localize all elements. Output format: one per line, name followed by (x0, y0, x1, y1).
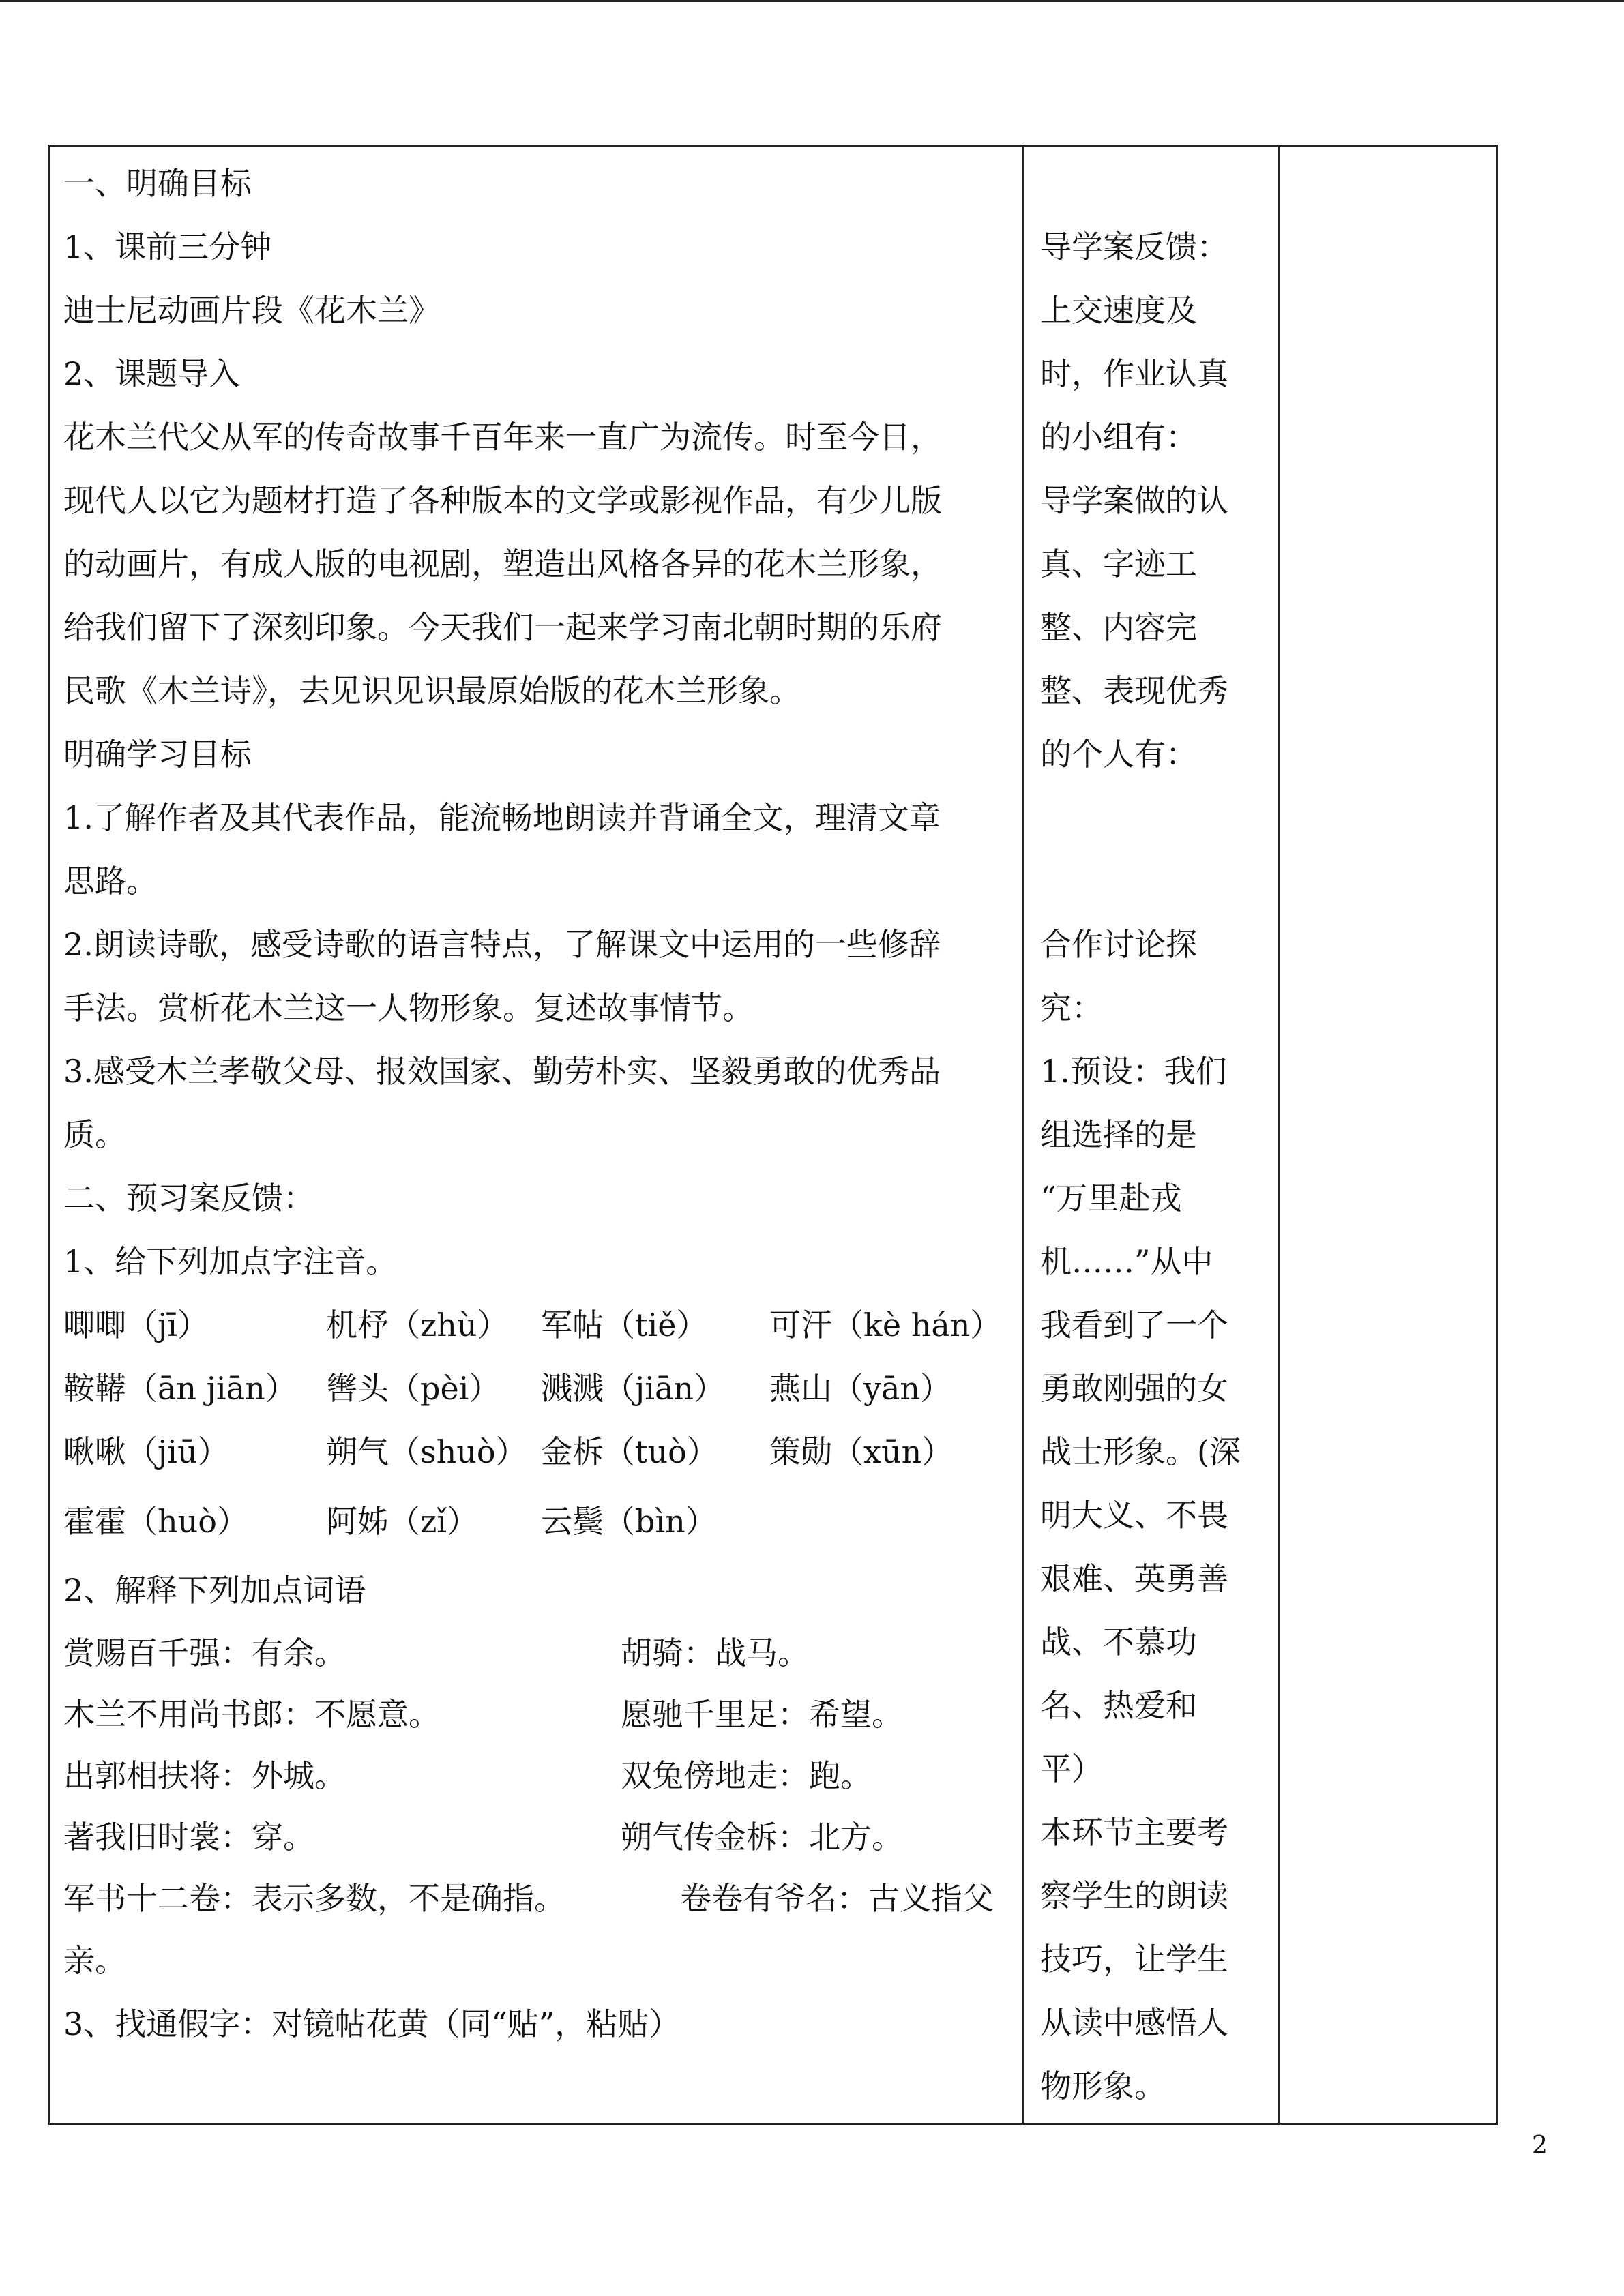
pinyin-item: 唧唧（jī） (63, 1307, 209, 1343)
discuss-line: 技巧，让学生 (1040, 1941, 1228, 1978)
side-column (1040, 152, 1272, 2118)
page-number: 2 (1532, 2132, 1548, 2160)
goal-1-line: 思路。 (63, 863, 158, 899)
explain-tail: 亲。 (63, 1942, 126, 1979)
explain-row (63, 1806, 1046, 1868)
discuss-line: 物形象。 (1040, 2068, 1166, 2104)
explain-item: 著我旧时裳：穿。 (63, 1819, 314, 1855)
feedback-line: 时，作业认真 (1040, 355, 1228, 392)
explain-item: 卷卷有爷名：古义指父 (680, 1880, 994, 1917)
discuss-line: 1.预设：我们 (1040, 1053, 1227, 1090)
explain-item: 赏赐百千强：有余。 (63, 1635, 346, 1671)
explain-item: 朔气传金柝：北方。 (621, 1819, 903, 1855)
goal-2-line: 2.朗读诗歌，感受诗歌的语言特点，了解课文中运用的一些修辞 (63, 926, 941, 963)
pinyin-item: 霍霍（huò） (63, 1503, 248, 1540)
explain-item: 木兰不用尚书郎：不愿意。 (63, 1696, 440, 1733)
explain-item: 军书十二卷：表示多数，不是确指。 (63, 1880, 565, 1917)
explain-item: 胡骑：战马。 (621, 1635, 809, 1671)
pinyin-row (63, 1294, 1046, 1357)
discuss-line: 机……”从中 (1040, 1243, 1213, 1280)
pinyin-item: 策勋（xūn） (769, 1433, 954, 1470)
pinyin-item: 机杼（zhù） (326, 1307, 509, 1343)
feedback-line: 整、表现优秀 (1040, 672, 1228, 709)
pinyin-item: 金柝（tuò） (541, 1433, 718, 1470)
pinyin-item: 鞍鞯（ān jiān） (63, 1370, 297, 1407)
feedback-line: 导学案反馈： (1040, 228, 1228, 265)
discuss-line: 战、不慕功 (1040, 1624, 1197, 1660)
pinyin-item: 辔头（pèi） (326, 1370, 501, 1407)
discuss-line: 明大义、不畏 (1040, 1497, 1228, 1534)
pinyin-row (63, 1420, 1046, 1484)
pinyin-item: 阿姊（zǐ） (326, 1503, 478, 1540)
column-divider-2 (1278, 147, 1280, 2123)
discuss-line: 勇敢刚强的女 (1040, 1370, 1228, 1407)
tongjia-item: 3、找通假字：对镜帖花黄（同“贴”，粘贴） (63, 2006, 681, 2042)
feedback-line: 整、内容完 (1040, 609, 1197, 646)
feedback-line: 的小组有： (1040, 419, 1197, 456)
pinyin-item: 溅溅（jiān） (541, 1370, 726, 1407)
intro-line: 的动画片，有成人版的电视剧，塑造出风格各异的花木兰形象， (63, 546, 942, 582)
pinyin-row (63, 1484, 1046, 1559)
goals-heading: 明确学习目标 (63, 736, 252, 773)
discuss-line: 组选择的是 (1040, 1116, 1197, 1153)
feedback-line: 的个人有： (1040, 736, 1197, 773)
explain-row (63, 1745, 1046, 1806)
section-heading-goal: 一、明确目标 (63, 165, 252, 202)
feedback-line: 导学案做的认 (1040, 482, 1228, 519)
intro-line: 花木兰代父从军的传奇故事千百年来一直广为流传。时至今日， (63, 419, 942, 456)
feedback-line: 上交速度及 (1040, 292, 1197, 329)
discuss-line: 战士形象。(深 (1040, 1433, 1241, 1470)
discuss-line: 我看到了一个 (1040, 1307, 1228, 1343)
discuss-line: 艰难、英勇善 (1040, 1560, 1228, 1597)
explain-item: 双兔傍地走：跑。 (621, 1757, 872, 1794)
goal-3-line: 质。 (63, 1116, 126, 1153)
explain-row (63, 1622, 1046, 1684)
pinyin-item: 可汗（kè hán） (769, 1307, 1002, 1343)
intro-line: 给我们留下了深刻印象。今天我们一起来学习南北朝时期的乐府 (63, 609, 942, 646)
pinyin-item: 云鬓（bìn） (541, 1503, 717, 1540)
top-border-line (0, 0, 1624, 2)
discuss-line: 合作讨论探 (1040, 926, 1197, 963)
discuss-line: 名、热爱和 (1040, 1687, 1197, 1724)
discuss-line: 平） (1040, 1750, 1103, 1787)
discuss-line: 究： (1040, 989, 1103, 1026)
item-intro: 2、课题导入 (63, 355, 241, 392)
section-heading-preview: 二、预习案反馈： (63, 1180, 314, 1217)
discuss-line: 本环节主要考 (1040, 1814, 1228, 1851)
explain-heading: 2、解释下列加点词语 (63, 1572, 366, 1609)
goal-2-line: 手法。赏析花木兰这一人物形象。复述故事情节。 (63, 989, 754, 1026)
lesson-table (48, 145, 1498, 2125)
item-three-minutes: 1、课前三分钟 (63, 228, 272, 265)
discuss-line: 察学生的朗读 (1040, 1877, 1228, 1914)
explain-row (63, 1684, 1046, 1745)
discuss-line: 从读中感悟人 (1040, 2004, 1228, 2041)
feedback-line: 真、字迹工 (1040, 546, 1197, 582)
pinyin-row (63, 1357, 1046, 1420)
pinyin-item: 燕山（yān） (769, 1370, 952, 1407)
intro-line: 民歌《木兰诗》，去见识见识最原始版的花木兰形象。 (63, 672, 801, 709)
intro-line: 现代人以它为题材打造了各种版本的文学或影视作品，有少儿版 (63, 482, 942, 519)
explain-item: 出郭相扶将：外城。 (63, 1757, 346, 1794)
discuss-line: “万里赴戎 (1040, 1180, 1182, 1217)
pinyin-heading: 1、给下列加点字注音。 (63, 1243, 398, 1280)
pinyin-item: 军帖（tiě） (541, 1307, 708, 1343)
explain-item: 愿驰千里足：希望。 (621, 1696, 903, 1733)
goal-3-line: 3.感受木兰孝敬父母、报效国家、勤劳朴实、坚毅勇敢的优秀品 (63, 1053, 941, 1090)
main-column (63, 152, 1046, 2056)
disney-clip: 迪士尼动画片段《花木兰》 (63, 292, 440, 329)
pinyin-item: 朔气（shuò） (326, 1433, 527, 1470)
pinyin-item: 啾啾（jiū） (63, 1433, 229, 1470)
explain-row (63, 1868, 1046, 1929)
goal-1-line: 1.了解作者及其代表作品，能流畅地朗读并背诵全文，理清文章 (63, 799, 941, 836)
